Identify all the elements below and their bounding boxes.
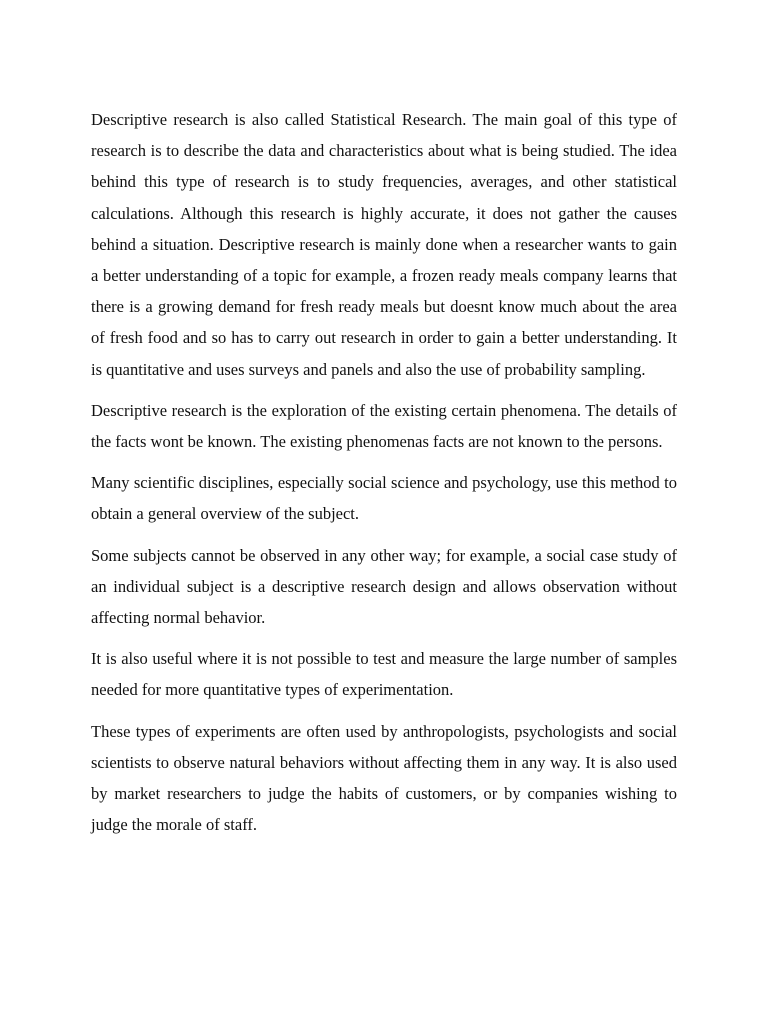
paragraph-quantitative-samples: It is also useful where it is not possible to test and measure the large number of samples needed for more quantitative types of experimentation.	[91, 649, 677, 700]
paragraph-case-study: Some subjects cannot be observed in any other way; for example, a social case study of an individual subject is a descriptive research design and allows observation without affecting normal behavior.	[91, 545, 677, 628]
paragraph-existing-phenomena: Descriptive research is the exploration of the existing certain phenomena. The details of the facts wont be known. The existing phenomenas facts are not known to the persons.	[91, 400, 677, 452]
paragraph-statistical-research: Descriptive research is also called Statistical Research. The main goal of this type of research is to describe the data and characteristics about what is being studied. The idea behind this type of research is to study frequencies, averages, and other statistical calculations. Although this research is highly accurate, it does not gather the causes behind a situation. Descriptive research is mainly done when a researcher wants to gain a better understanding of a topic for example, a frozen ready meals company learns that there is a growing demand for fresh ready meals but doesnt know much about the area of fresh food and so has to carry out research in order to gain a better understanding. It is quantitative and uses surveys and panels and also the use of probability sampling.	[91, 110, 677, 379]
paragraph-natural-behaviors: These types of experiments are often used by anthropologists, psychologists and social scientists to observe natural behaviors without affecting them in any way. It is also used by market researchers to judge the habits of customers, or by companies wishing to judge the morale of staff.	[91, 721, 677, 835]
paragraph-scientific-disciplines: Many scientific disciplines, especially social science and psychology, use this method to obtain a general overview of the subject.	[91, 473, 677, 524]
